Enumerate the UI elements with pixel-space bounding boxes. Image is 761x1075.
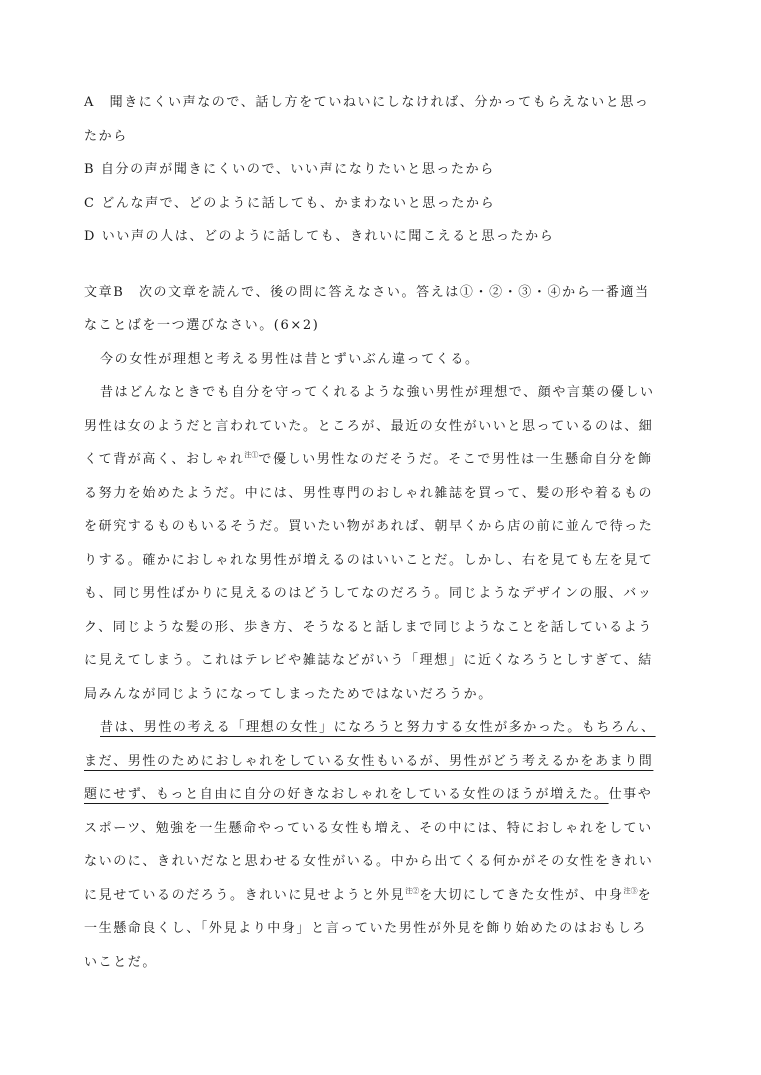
document-page xyxy=(84,86,684,979)
passage-p3-line3 xyxy=(84,778,684,812)
option-a-line1: A 聞きにくい声なので、話し方をていねいにしなければ、分かってもらえないと思っ xyxy=(84,95,650,110)
footnote-marker-3: 注③ xyxy=(623,886,638,895)
option-b: B 自分の声が聞きにくいので、いい声になりたいと思ったから xyxy=(84,162,495,177)
passage-p3-line6-middle: を大切にしてきた女性が、中身 xyxy=(419,887,624,903)
passage-p3-line8: いことだ。 xyxy=(84,954,158,970)
underlined-sentence-part3: 題にせず、もっと自由に自分の好きなおしゃれをしている女性のほうが増えた。 xyxy=(84,787,609,802)
passage-p3-line6 xyxy=(84,879,684,913)
passage-p2-line2: 男性は女のようだと言われていた。ところが、最近の女性がいいと思っているのは、細 xyxy=(84,418,654,434)
footnote-marker-2: 注② xyxy=(405,886,420,895)
underlined-sentence-part1: 昔は、男性の考える「理想の女性」になろうと努力する女性が多かった。もちろん、 xyxy=(100,720,656,735)
passage-p2-line9: に見えてしまう。これはテレビや雑誌などがいう「理想」に近くなろうとしすぎて、結 xyxy=(84,653,653,668)
passage-paragraph-1: 今の女性が理想と考える男性は昔とずいぶん違ってくる。 xyxy=(100,351,480,367)
footnote-marker-1: 注① xyxy=(244,451,259,459)
section-b-instruction-line2: なことばを一つ選びなさい。(6×2) xyxy=(84,318,320,333)
passage-p3-line4: スポーツ、勉強を一生懸命やっている女性も増え、その中には、特におしゃれをしてい xyxy=(84,820,653,836)
passage-p3-line3-end: 仕事や xyxy=(608,787,653,802)
passage-p3-line2 xyxy=(84,745,684,779)
passage-p2-line5: を研究するものもいるそうだ。買いたい物があれば、朝早くから店の前に並んで待った xyxy=(84,519,654,534)
option-d: D いい声の人は、どのように話しても、きれいに聞こえると思ったから xyxy=(84,229,555,244)
option-a-line2: たから xyxy=(84,128,128,144)
passage-p3-line7: 一生懸命良くし、「外見より中身」と言っていた男性が外見を飾り始めたのはおもしろ xyxy=(84,921,647,936)
passage-p2-line10: 局みんなが同じようになってしまったためではないだろうか。 xyxy=(84,686,493,702)
passage-p2-line3 xyxy=(84,443,684,477)
section-b-instruction-line1: 文章B 次の文章を読んで、後の問に答えなさい。答えは①・②・③・④から一番適当 xyxy=(84,284,650,300)
underlined-sentence-part2: まだ、男性のためにおしゃれをしている女性もいるが、男性がどう考えるかをあまり問 xyxy=(84,753,654,769)
passage-p2-line7: も、同じ男性ばかりに見えるのはどうしてなのだろう。同じようなデザインの服、バッ xyxy=(84,586,653,601)
passage-p2-line3-end: で優しい男性なのだそうだ。そこで男性は一生懸命自分を飾 xyxy=(258,452,653,467)
option-c: C どんな声で、どのように話しても、かまわないと思ったから xyxy=(84,195,496,211)
passage-p3-line1 xyxy=(84,711,684,745)
passage-p2-line3-start: くて背が高く、おしゃれ xyxy=(84,452,245,467)
passage-p3-line5: ないのに、きれいだなと思わせる女性がいる。中から出てくる何かがその女性をきれい xyxy=(84,854,654,869)
passage-p3-line6-start: に見せているのだろう。きれいに見せようと外見 xyxy=(84,887,406,903)
passage-p2-line6: りする。確かにおしゃれな男性が増えるのはいいことだ。しかし、右を見ても左を見て xyxy=(84,552,654,568)
passage-p2-line1: 昔はどんなときでも自分を守ってくれるような強い男性が理想で、顔や言葉の優しい xyxy=(100,385,655,400)
passage-p2-line4: る努力を始めたようだ。中には、男性専門のおしゃれ雑誌を買って、髪の形や着るもの xyxy=(84,485,654,501)
passage-p3-line6-end: を xyxy=(637,887,653,903)
passage-p2-line8: ク、同じような髪の形、歩き方、そうなると話しまで同じようなことを話しているよう xyxy=(84,619,653,635)
section-gap xyxy=(84,254,684,276)
